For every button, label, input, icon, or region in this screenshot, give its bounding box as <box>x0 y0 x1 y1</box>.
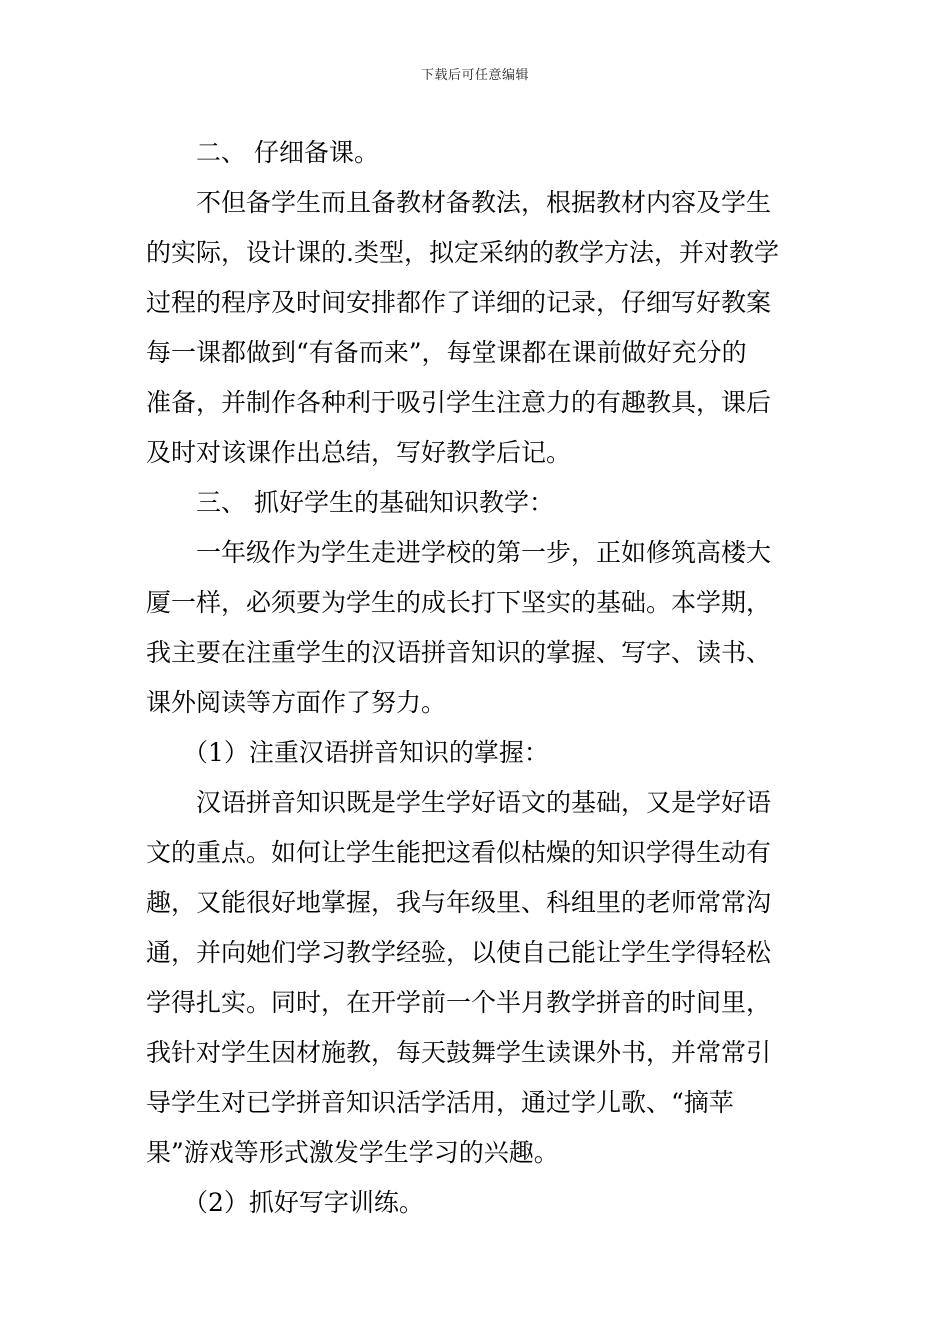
section-heading-2: 二、 仔细备课。 <box>196 138 379 167</box>
paragraph-line: 课外阅读等方面作了努力。 <box>146 688 447 717</box>
paragraph-line: 汉语拼音知识既是学生学好语文的基础，又是学好语 <box>196 788 772 817</box>
document-body <box>146 128 816 1228</box>
paragraph-line: 一年级作为学生走进学校的第一步，正如修筑高楼大 <box>196 538 772 567</box>
section-heading-3: 三、 抓好学生的基础知识教学： <box>196 488 554 517</box>
paragraph-line: 通，并向她们学习教学经验，以使自己能让学生学得轻松 <box>146 938 772 967</box>
paragraph-line: 过程的程序及时间安排都作了详细的记录，仔细写好教案 <box>146 288 772 317</box>
paragraph-line: 导学生对已学拼音知识活学活用，通过学儿歌、“摘苹 <box>146 1088 734 1117</box>
paragraph-line: 不但备学生而且备教材备教法，根据教材内容及学生 <box>196 188 772 217</box>
subsection-heading-1: （1）注重汉语拼音知识的掌握： <box>183 738 549 767</box>
paragraph-line: 准备，并制作各种利于吸引学生注意力的有趣教具，课后 <box>146 388 772 417</box>
paragraph-line: 及时对该课作出总结，写好教学后记。 <box>146 438 572 467</box>
paragraph-line: 每一课都做到“有备而来”，每堂课都在课前做好充分的 <box>146 338 747 367</box>
paragraph-line: 学得扎实。同时，在开学前一个半月教学拼音的时间里， <box>146 988 772 1017</box>
paragraph-line: 趣，又能很好地掌握，我与年级里、科组里的老师常常沟 <box>146 888 772 917</box>
paragraph-line: 果”游戏等形式激发学生学习的兴趣。 <box>146 1138 559 1167</box>
paragraph-line: 我主要在注重学生的汉语拼音知识的掌握、写字、读书、 <box>146 638 772 667</box>
subsection-heading-2: （2）抓好写字训练。 <box>183 1188 424 1217</box>
paragraph-line: 的实际，设计课的.类型，拟定采纳的教学方法，并对教学 <box>146 238 779 267</box>
paragraph-line: 我针对学生因材施教，每天鼓舞学生读课外书，并常常引 <box>146 1038 772 1067</box>
paragraph-line: 文的重点。如何让学生能把这看似枯燥的知识学得生动有 <box>146 838 772 867</box>
paragraph-line: 厦一样，必须要为学生的成长打下坚实的基础。本学期， <box>146 588 772 617</box>
page-header: 下载后可任意编辑 <box>420 68 529 83</box>
